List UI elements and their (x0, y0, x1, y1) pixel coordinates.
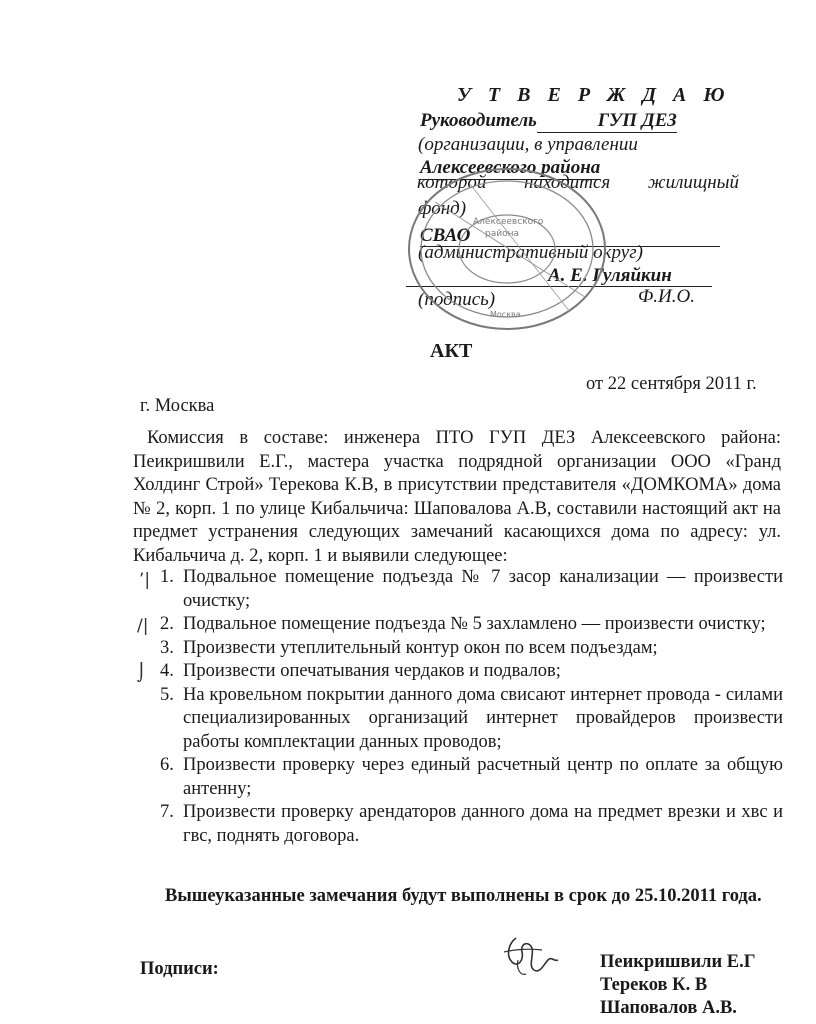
list-item (133, 660, 783, 684)
list-item (133, 801, 783, 848)
list-item (133, 684, 783, 755)
commission-paragraph: Комиссия в составе: инженера ПТО ГУП ДЕЗ Алексеевского района: Пеикришвили Е.Г., мастера участка подрядной организации ООО «Гранд Холдинг Строй» Терекова К.В, в присутствии представителя «ДОМКОМА» дома № 2, корп. 1 по улице Кибальчича: Шаповалова А.В, составили настоящий акт на предмет устранения следующих замечаний касающихся дома по адресу: ул. Кибальчича д. 2, корп. 1 и выявили следующее: (133, 428, 781, 566)
list-item (133, 566, 783, 613)
item-text: Произвести проверку через единый расчетный центр по оплате за общую антенну; (183, 755, 783, 799)
item-number: 1. (160, 567, 174, 587)
check-mark: ʼ| (139, 570, 151, 590)
approval-position: Руководитель (420, 110, 537, 131)
approval-position-line (420, 110, 677, 133)
signer-name: Пеикришвили Е.Г (600, 952, 756, 972)
document-title: АКТ (430, 340, 473, 362)
remarks-list (133, 566, 783, 848)
approval-district-hint: которой находится жилищный (417, 172, 739, 193)
approval-signer-name: А. Е. Гуляйкин (548, 265, 672, 286)
approval-fund-hint: фонд) (418, 198, 467, 219)
document-date: от 22 сентября 2011 г. (586, 374, 757, 394)
signer-name: Тереков К. В (600, 975, 708, 995)
approval-fio-hint: Ф.И.О. (638, 286, 695, 307)
item-number: 4. (160, 661, 174, 681)
list-item (133, 637, 783, 661)
item-number: 5. (160, 684, 174, 705)
approval-okrug: СВАО (420, 225, 471, 246)
svg-text:Москва: Москва (490, 310, 521, 319)
check-mark: /| (137, 616, 149, 636)
item-number: 7. (160, 802, 174, 822)
list-item (133, 613, 783, 637)
svg-text:района: района (485, 229, 519, 239)
item-text: Подвальное помещение подъезда № 7 засор канализации — произвести очистку; (183, 567, 783, 611)
handwritten-signature (498, 930, 560, 978)
item-number: 2. (160, 614, 174, 634)
svg-text:Алексеевского: Алексеевского (473, 217, 544, 227)
item-text: Произвести утеплительный контур окон по всем подъездам; (183, 637, 658, 658)
item-number: 3. (160, 637, 174, 658)
deadline-statement: Вышеуказанные замечания будут выполнены в срок до 25.10.2011 года. (165, 886, 762, 906)
check-mark: ⌡ (137, 663, 146, 683)
item-text: Произвести проверку арендаторов данного дома на предмет врезки и хвс и гвс, поднять договора. (183, 802, 783, 846)
round-seal-stamp (395, 162, 610, 332)
approval-signature-hint: (подпись) (418, 289, 496, 310)
signer-name: Шаповалов А.В. (600, 998, 737, 1018)
item-number: 6. (160, 755, 174, 775)
signatures-label: Подписи: (140, 959, 219, 979)
approval-org-hint: (организации, в управлении (418, 134, 638, 155)
list-item (133, 754, 783, 801)
item-text: На кровельном покрытии данного дома свисают интернет провода - силами специализированных организаций интернет провайдеров произвести работы комплектации данных проводов; (183, 684, 783, 752)
item-text: Произвести опечатывания чердаков и подвалов; (183, 661, 561, 681)
approval-heading: У Т В Е Р Ж Д А Ю (457, 84, 731, 106)
approval-okrug-hint: (административный округ) (418, 242, 643, 263)
document-city: г. Москва (140, 396, 215, 416)
item-text: Подвальное помещение подъезда № 5 захламлено — произвести очистку; (183, 614, 766, 634)
approval-district: Алексеевского района (420, 157, 601, 178)
approval-organization: ГУП ДЕЗ (537, 110, 677, 133)
